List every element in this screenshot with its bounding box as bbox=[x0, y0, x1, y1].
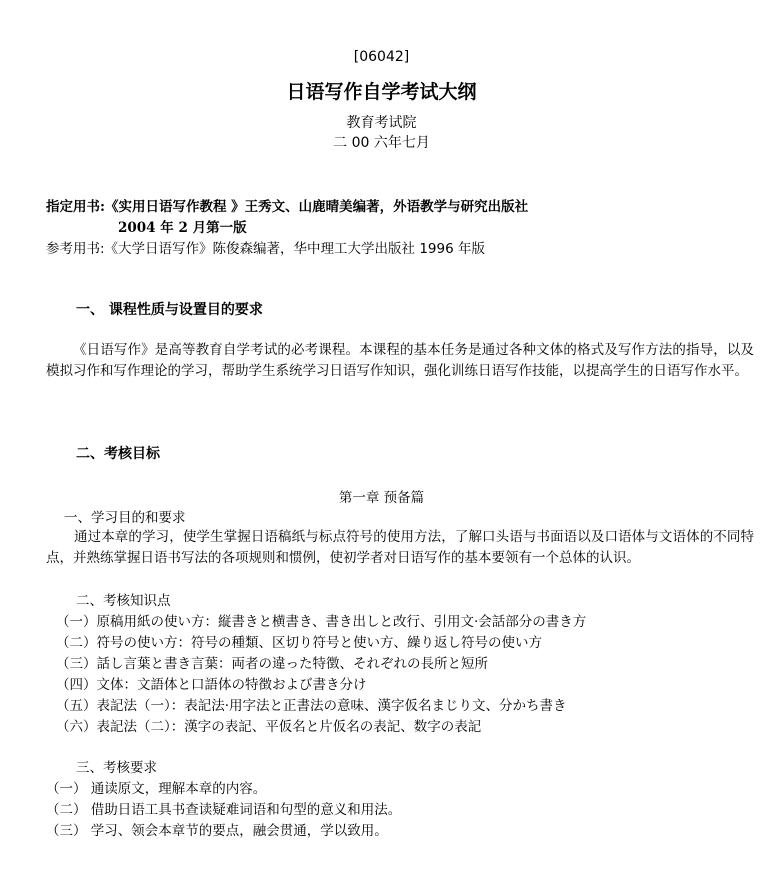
knowledge-point: （一）原稿用紙の使い方：縦書きと横書き、書き出しと改行、引用文·会話部分の書き方 bbox=[56, 614, 587, 630]
reference-book: 参考用书:《大学日语写作》陈俊森编著，华中理工大学出版社 1996 年版 bbox=[46, 241, 485, 257]
requirement-item: （三） 学习、领会本章节的要点，融会贯通，学以致用。 bbox=[46, 823, 388, 839]
chapter-title: 第一章 预备篇 bbox=[338, 490, 425, 506]
knowledge-point: （三）話し言葉と書き言葉：両者の違った特徴、それぞれの長所と短所 bbox=[56, 656, 488, 672]
subheading-learning-goals: 一、学习目的和要求 bbox=[64, 510, 186, 526]
issuing-organization: 教育考试院 bbox=[346, 115, 417, 131]
document-title: 日语写作自学考试大纲 bbox=[286, 81, 477, 103]
knowledge-point: （五）表記法（一）：表記法·用字法と正書法の意味、漢字仮名まじり文、分かち書き bbox=[56, 698, 567, 714]
issue-date: 二 00 六年七月 bbox=[333, 135, 430, 151]
designated-textbook-edition: 2004 年 2 月第一版 bbox=[118, 220, 247, 236]
knowledge-point: （二）符号の使い方：符号の種類、区切り符号と使い方、繰り返し符号の使い方 bbox=[56, 635, 542, 651]
course-code: [06042] bbox=[353, 49, 410, 65]
requirement-item: （二） 借助日语工具书查读疑难词语和句型的意义和用法。 bbox=[46, 802, 402, 818]
learning-goals-paragraph: 通过本章的学习，使学生掌握日语稿纸与标点符号的使用方法，了解口头语与书面语以及口语体与文语体的不同特点，并熟练掌握日语书写法的各项规则和惯例，使初学者对日语写作的基本要领有一个总体的认识。 bbox=[46, 529, 754, 566]
subheading-knowledge-points: 二、考核知识点 bbox=[76, 593, 171, 609]
section-heading-assessment-goals: 二、考核目标 bbox=[76, 446, 160, 462]
section-heading-course-nature: 一、 课程性质与设置目的要求 bbox=[76, 302, 263, 318]
knowledge-point: （六）表記法（二）：漢字の表記、平仮名と片仮名の表記、数字の表記 bbox=[56, 719, 482, 735]
requirement-item: （一） 通读原文，理解本章的内容。 bbox=[46, 781, 267, 797]
designated-textbook: 指定用书:《实用日语写作教程 》王秀文、山鹿晴美编著，外语教学与研究出版社 bbox=[46, 199, 529, 215]
subheading-assessment-requirements: 三、考核要求 bbox=[76, 760, 157, 776]
knowledge-point: （四）文体：文語体と口語体の特徴および書き分け bbox=[56, 677, 367, 693]
course-nature-paragraph: 《日语写作》是高等教育自学考试的必考课程。本课程的基本任务是通过各种文体的格式及写作方法的指导，以及模拟习作和写作理论的学习，帮助学生系统学习日语写作知识，强化训练日语写作技能，以提高学生的日语写作水平。 bbox=[46, 342, 754, 379]
